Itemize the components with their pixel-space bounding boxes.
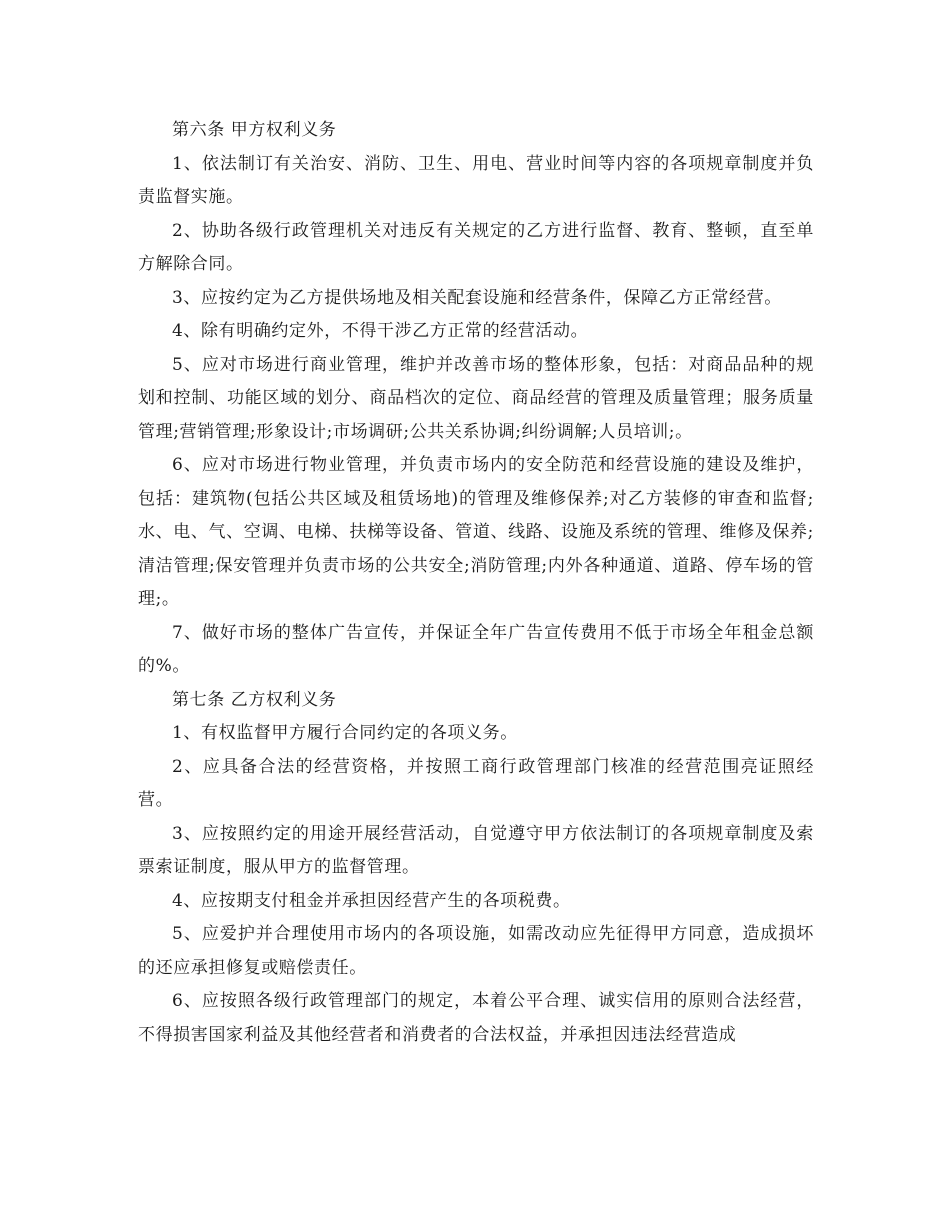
section-6-item-5: 5、应对市场进行商业管理，维护并改善市场的整体形象，包括：对商品品种的规划和控制、功能区域的划分、商品档次的定位、商品经营的管理及质量管理；服务质量管理;营销管理;形象设计;市场调研;公共关系协调;纠纷调解;人员培训;。 (138, 354, 814, 442)
section-7-heading: 第七条 乙方权利义务 (172, 689, 337, 710)
section-6-item-6: 6、应对市场进行物业管理，并负责市场内的安全防范和经营设施的建设及维护，包括：建筑物(包括公共区域及租赁场地)的管理及维修保养;对乙方装修的审查和监督;水、电、气、空调、电梯、扶梯等设备、管道、线路、设施及系统的管理、维修及保养;清洁管理;保安管理并负责市场的公共安全;消防管理;内外各种通道、道路、停车场的管理;。 (138, 455, 814, 609)
section-6-item-4: 4、除有明确约定外，不得干涉乙方正常的经营活动。 (172, 321, 589, 341)
section-7-item-4: 4、应按期支付租金并承担因经营产生的各项税费。 (172, 890, 571, 911)
section-7-item-6: 6、应按照各级行政管理部门的规定，本着公平合理、诚实信用的原则合法经营，不得损害国家利益及其他经营者和消费者的合法权益，并承担因违法经营造成 (138, 991, 814, 1045)
section-7-item-5: 5、应爱护并合理使用市场内的各项设施，如需改动应先征得甲方同意，造成损坏的还应承担修复或赔偿责任。 (138, 924, 814, 978)
section-7-item-3: 3、应按照约定的用途开展经营活动，自觉遵守甲方依法制订的各项规章制度及索票索证制度，服从甲方的监督管理。 (138, 823, 814, 877)
section-6-item-3: 3、应按约定为乙方提供场地及相关配套设施和经营条件，保障乙方正常经营。 (172, 287, 782, 308)
section-6-item-1: 1、依法制订有关治安、消防、卫生、用电、营业时间等内容的各项规章制度并负责监督实施。 (138, 153, 814, 207)
section-6-item-7: 7、做好市场的整体广告宣传，并保证全年广告宣传费用不低于市场全年租金总额的%。 (138, 622, 814, 676)
document-page (138, 114, 814, 1052)
section-7-item-2: 2、应具备合法的经营资格，并按照工商行政管理部门核准的经营范围亮证照经营。 (138, 756, 814, 810)
section-7-item-1: 1、有权监督甲方履行合同约定的各项义务。 (172, 723, 518, 743)
section-6-heading: 第六条 甲方权利义务 (172, 120, 337, 140)
section-6-item-2: 2、协助各级行政管理机关对违反有关规定的乙方进行监督、教育、整顿，直至单方解除合同。 (138, 220, 814, 274)
